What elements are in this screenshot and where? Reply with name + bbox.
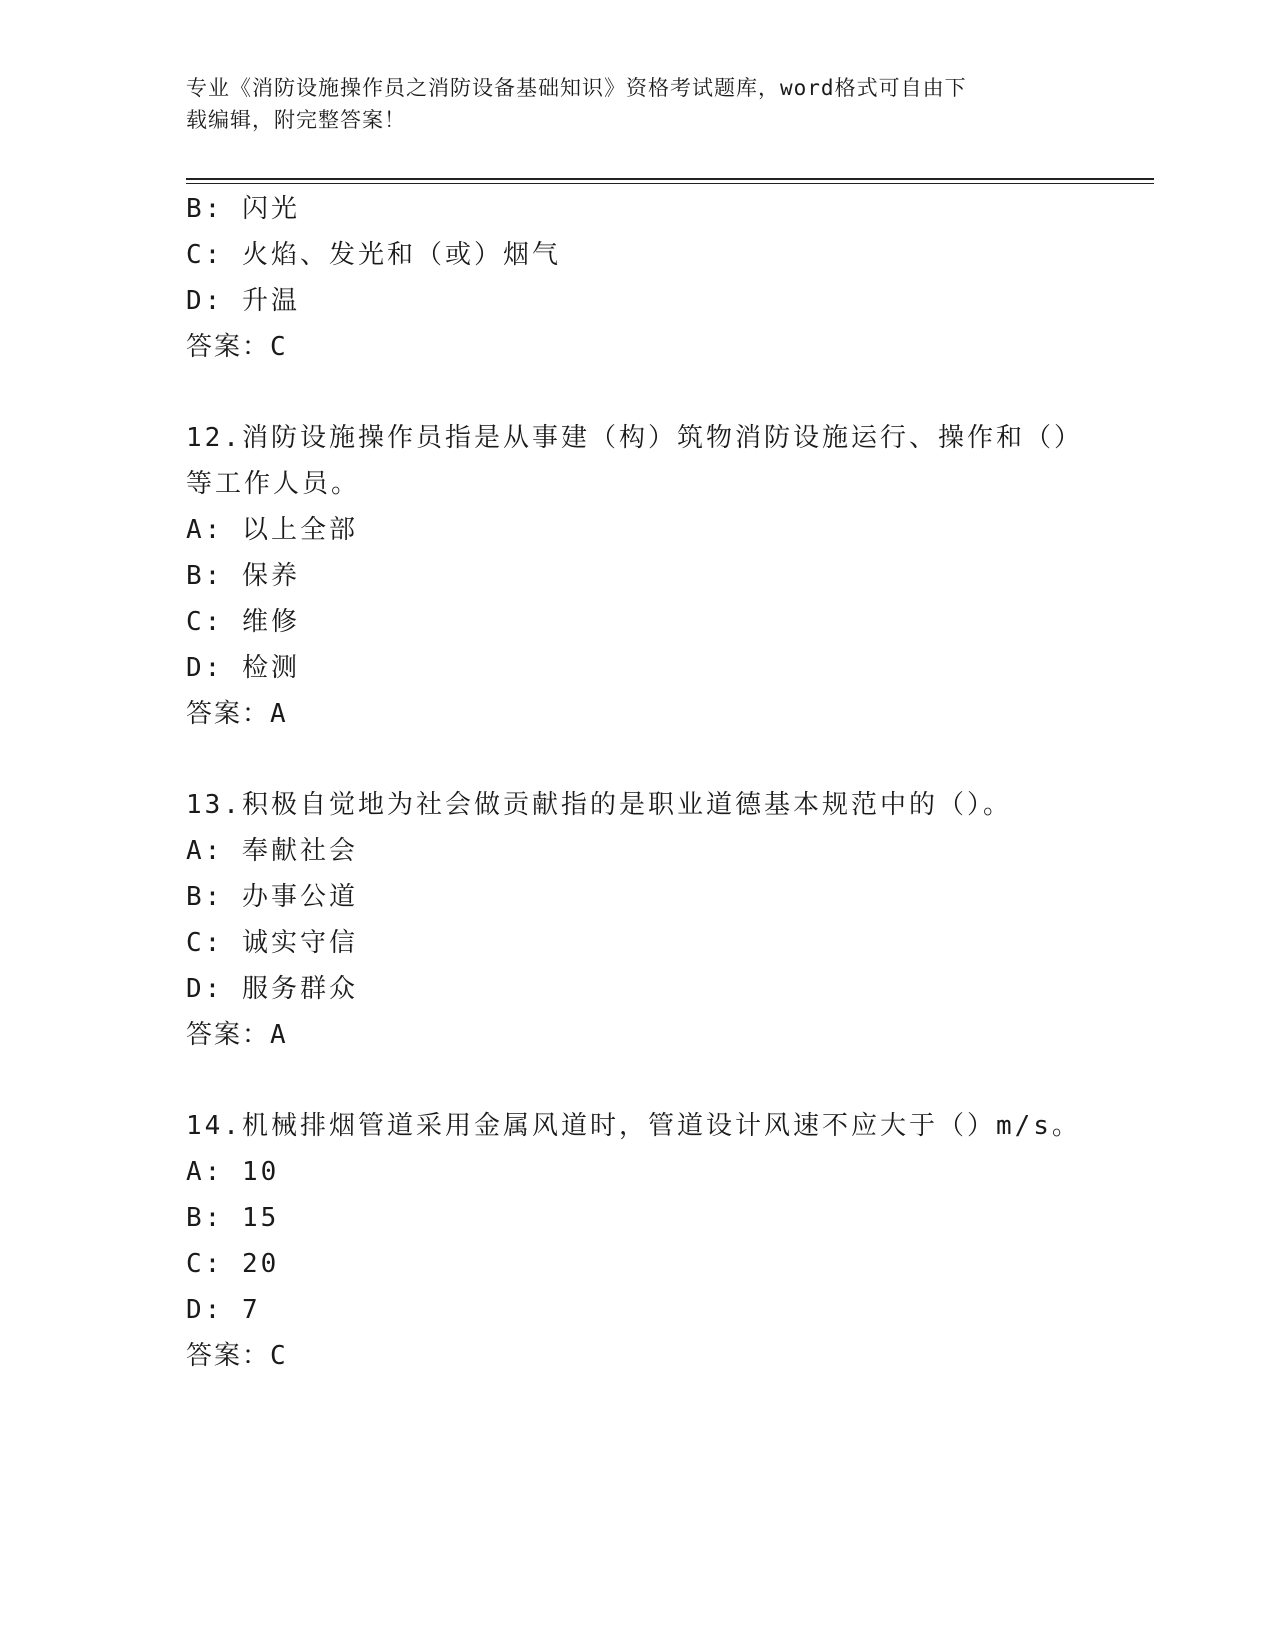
question-text-line-2: 等工作人员。 <box>186 469 361 499</box>
answer-value: C <box>270 1341 288 1371</box>
question-text-line-1: 12.消防设施操作员指是从事建（构）筑物消防设施运行、操作和（） <box>186 423 1083 453</box>
answer-value: A <box>270 699 288 729</box>
option-a: A: 10 <box>186 1157 280 1187</box>
page-header <box>186 72 1066 136</box>
option-b: B: 办事公道 <box>186 882 358 912</box>
option-c: C: 维修 <box>186 607 300 637</box>
header-rule-thick <box>186 178 1154 180</box>
answer-line <box>186 1012 1116 1058</box>
question-body <box>186 186 1116 1379</box>
question-text: 14.机械排烟管道采用金属风道时，管道设计风速不应大于（）m/s。 <box>186 1111 1081 1141</box>
answer-label: 答案： <box>186 1341 271 1371</box>
answer-value: C <box>270 332 288 362</box>
answer-line <box>186 691 1116 737</box>
header-rule-thin <box>186 183 1154 184</box>
answer-value: A <box>270 1020 288 1050</box>
option-c: C: 诚实守信 <box>186 928 358 958</box>
option-a: A: 以上全部 <box>186 515 358 545</box>
question-12 <box>186 415 1116 737</box>
question-11 <box>186 186 1116 370</box>
header-line-2: 载编辑，附完整答案！ <box>186 108 406 132</box>
option-d: D: 服务群众 <box>186 974 358 1004</box>
option-a: A: 奉献社会 <box>186 836 358 866</box>
option-d: D: 升温 <box>186 286 300 316</box>
question-text: 13.积极自觉地为社会做贡献指的是职业道德基本规范中的（）。 <box>186 790 1012 820</box>
question-13 <box>186 782 1116 1058</box>
option-b: B: 保养 <box>186 561 300 591</box>
option-b: B: 15 <box>186 1203 280 1233</box>
option-d: D: 检测 <box>186 653 300 683</box>
answer-label: 答案： <box>186 1020 271 1050</box>
answer-line <box>186 324 1116 370</box>
header-line-1: 专业《消防设施操作员之消防设备基础知识》资格考试题库，word格式可自由下 <box>186 76 967 100</box>
question-14 <box>186 1103 1116 1379</box>
option-c: C: 火焰、发光和（或）烟气 <box>186 240 561 270</box>
answer-line <box>186 1333 1116 1379</box>
option-c: C: 20 <box>186 1249 280 1279</box>
option-b: B: 闪光 <box>186 194 300 224</box>
option-d: D: 7 <box>186 1295 261 1325</box>
answer-label: 答案： <box>186 699 271 729</box>
answer-label: 答案： <box>186 332 271 362</box>
